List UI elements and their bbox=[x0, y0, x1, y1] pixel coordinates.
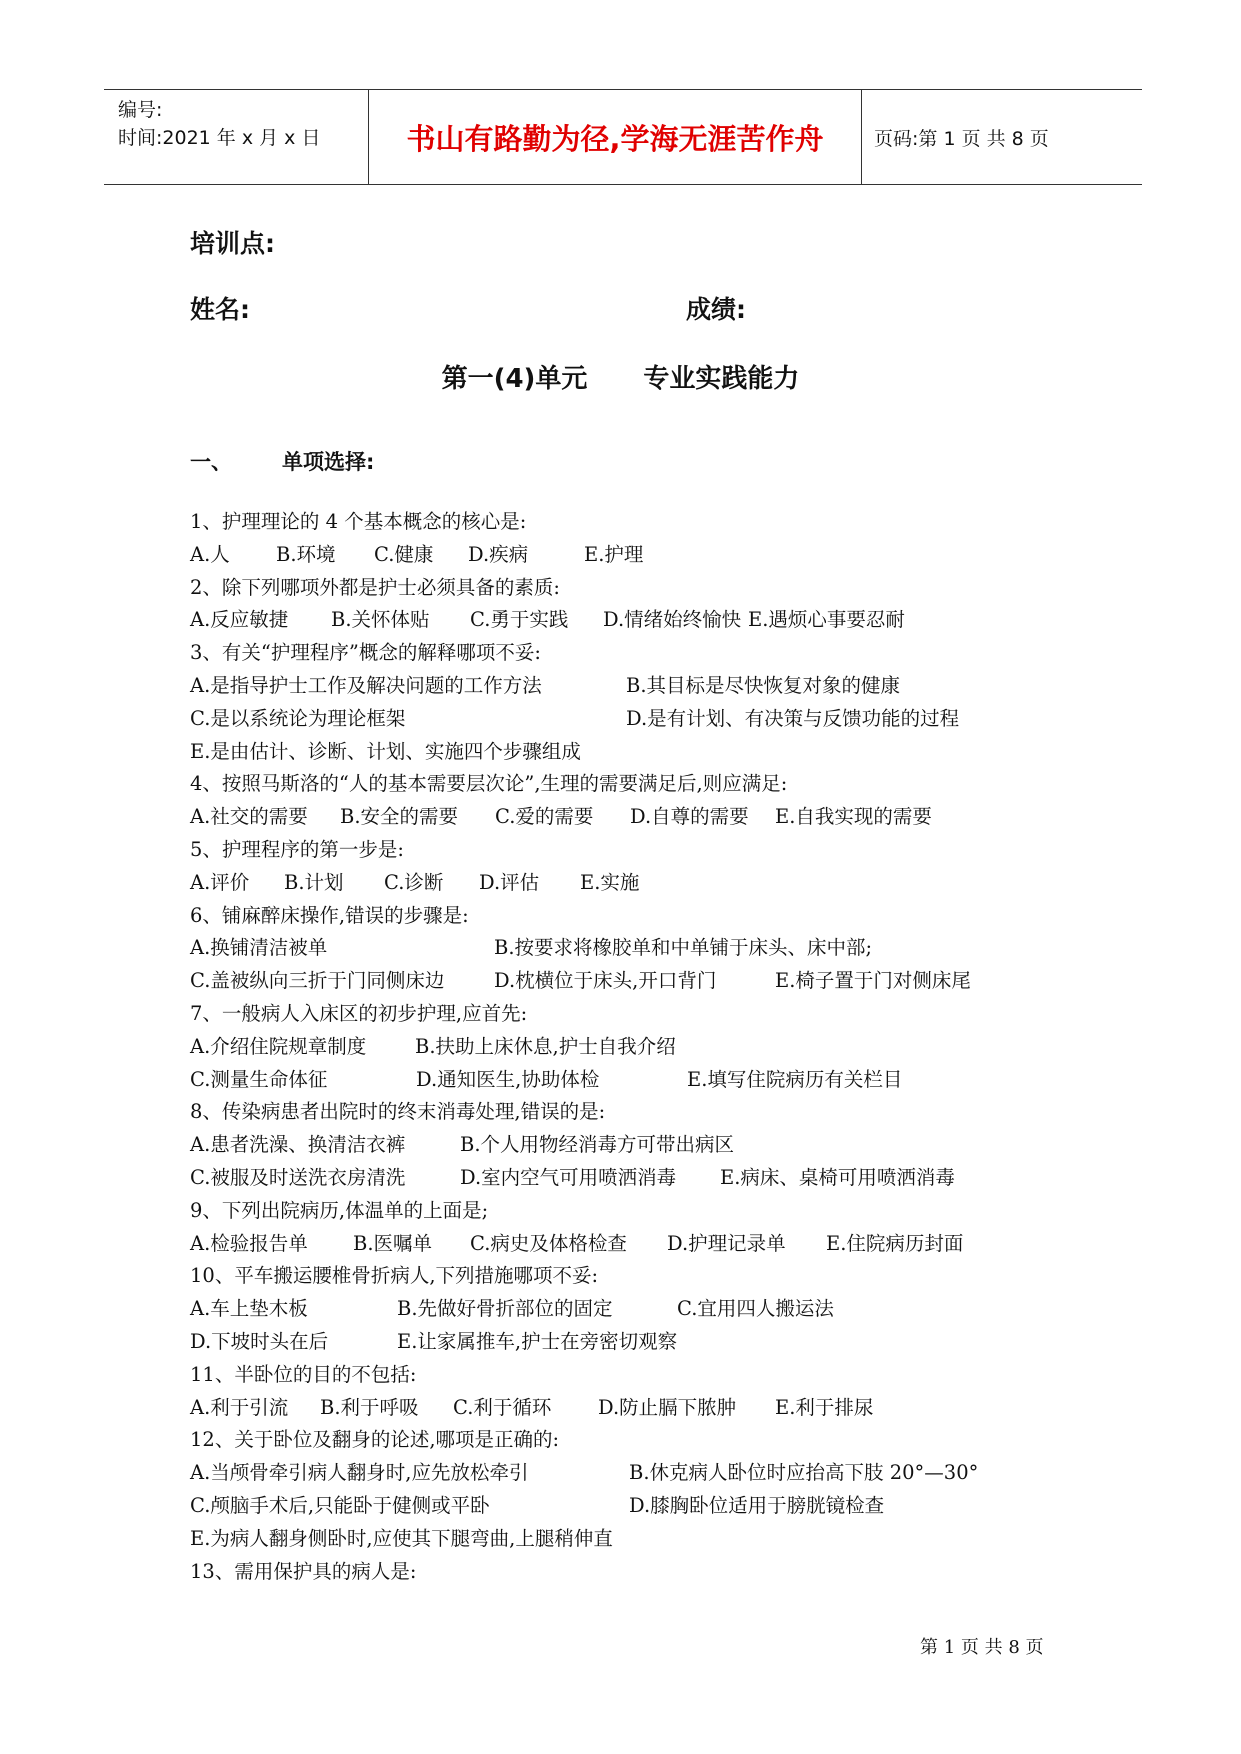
answer-option: C.颅脑手术后,只能卧于健侧或平卧 bbox=[190, 1493, 490, 1517]
option-row bbox=[190, 1293, 1090, 1326]
answer-option: A.当颅骨牵引病人翻身时,应先放松牵引 bbox=[190, 1461, 529, 1485]
answer-option: C.爱的需要 bbox=[495, 805, 594, 829]
option-row bbox=[190, 1064, 1090, 1097]
answer-option: A.评价 bbox=[190, 870, 250, 894]
subject-title: 专业实践能力 bbox=[643, 364, 800, 394]
motto: 书山有路勤为径,学海无涯苦作舟 bbox=[369, 90, 862, 184]
question-text: 3、有关“护理程序”概念的解释哪项不妥: bbox=[190, 641, 541, 665]
answer-option: B.利于呼吸 bbox=[320, 1395, 419, 1419]
answer-option: C.健康 bbox=[374, 542, 434, 566]
answer-option: A.介绍住院规章制度 bbox=[190, 1034, 367, 1058]
answer-option: A.检验报告单 bbox=[190, 1231, 308, 1255]
question-text: 7、一般病人入床区的初步护理,应首先: bbox=[190, 1001, 528, 1025]
score-label: 成绩: bbox=[686, 295, 746, 324]
answer-option: C.宜用四人搬运法 bbox=[677, 1297, 834, 1321]
question-text: 13、需用保护具的病人是: bbox=[190, 1559, 417, 1583]
section-title: 单项选择: bbox=[282, 450, 375, 474]
answer-option: C.病史及体格检查 bbox=[470, 1231, 627, 1255]
answer-option: E.实施 bbox=[580, 870, 640, 894]
answer-option: B.扶助上床休息,护士自我介绍 bbox=[415, 1034, 676, 1058]
answer-option: A.人 bbox=[190, 542, 230, 566]
header-meta-cell bbox=[104, 90, 369, 184]
question-text: 4、按照马斯洛的“人的基本需要层次论”,生理的需要满足后,则应满足: bbox=[190, 772, 788, 796]
option-row bbox=[190, 1031, 1090, 1064]
answer-option: D.防止膈下脓肿 bbox=[598, 1395, 737, 1419]
answer-option: D.是有计划、有决策与反馈功能的过程 bbox=[626, 706, 960, 730]
question-text: 10、平车搬运腰椎骨折病人,下列措施哪项不妥: bbox=[190, 1264, 599, 1288]
option-row bbox=[190, 703, 1090, 736]
question-text: 12、关于卧位及翻身的论述,哪项是正确的: bbox=[190, 1428, 560, 1452]
answer-option: E.遇烦心事要忍耐 bbox=[748, 608, 905, 632]
option-row bbox=[190, 604, 1090, 637]
answer-option: C.利于循环 bbox=[453, 1395, 552, 1419]
answer-option: D.评估 bbox=[479, 870, 540, 894]
answer-option: D.枕横位于床头,开口背门 bbox=[494, 969, 717, 993]
question-text: 8、传染病患者出院时的终末消毒处理,错误的是: bbox=[190, 1100, 606, 1124]
section-number: 一、 bbox=[190, 450, 232, 474]
answer-option: C.勇于实践 bbox=[470, 608, 569, 632]
question-text: 1、护理理论的 4 个基本概念的核心是: bbox=[190, 510, 527, 533]
answer-option: B.按要求将橡胶单和中单铺于床头、床中部; bbox=[494, 936, 873, 960]
question-text: 2、除下列哪项外都是护士必须具备的素质: bbox=[190, 575, 560, 599]
option-row bbox=[190, 1228, 1090, 1261]
option-row bbox=[190, 1392, 1090, 1425]
answer-option: E.让家属推车,护士在旁密切观察 bbox=[397, 1329, 678, 1353]
answer-option: D.自尊的需要 bbox=[630, 805, 749, 829]
answer-option: E.椅子置于门对侧床尾 bbox=[775, 969, 971, 993]
answer-option: D.情绪始终愉快 bbox=[603, 608, 742, 632]
option-row bbox=[190, 1490, 1090, 1523]
answer-option: C.盖被纵向三折于门同侧床边 bbox=[190, 969, 445, 993]
page-footer: 第 1 页 共 8 页 bbox=[920, 1637, 1044, 1658]
option-row bbox=[190, 736, 1090, 769]
option-row bbox=[190, 539, 1090, 572]
answer-option: E.为病人翻身侧卧时,应使其下腿弯曲,上腿稍伸直 bbox=[190, 1526, 613, 1550]
answer-option: E.利于排尿 bbox=[775, 1395, 874, 1419]
answer-option: C.被服及时送洗衣房清洗 bbox=[190, 1165, 406, 1189]
option-row bbox=[190, 1129, 1090, 1162]
section-heading bbox=[190, 446, 374, 476]
answer-option: A.利于引流 bbox=[190, 1395, 289, 1419]
answer-option: B.环境 bbox=[276, 542, 336, 566]
time-label: 时间:2021 年 x 月 x 日 bbox=[118, 127, 321, 149]
answer-option: B.休克病人卧位时应抬高下肢 20°—30° bbox=[629, 1461, 979, 1485]
question-text: 11、半卧位的目的不包括: bbox=[190, 1362, 417, 1386]
answer-option: D.室内空气可用喷洒消毒 bbox=[460, 1165, 677, 1189]
training-point-label: 培训点: bbox=[190, 229, 275, 258]
answer-option: C.测量生命体征 bbox=[190, 1067, 328, 1091]
answer-option: B.医嘱单 bbox=[353, 1231, 433, 1255]
option-row bbox=[190, 1457, 1090, 1490]
number-label: 编号: bbox=[118, 99, 163, 121]
answer-option: C.是以系统论为理论框架 bbox=[190, 706, 406, 730]
answer-option: B.先做好骨折部位的固定 bbox=[397, 1297, 613, 1321]
answer-option: D.膝胸卧位适用于膀胱镜检查 bbox=[629, 1493, 885, 1517]
unit-title: 第一(4)单元 bbox=[441, 364, 588, 394]
answer-option: B.个人用物经消毒方可带出病区 bbox=[460, 1133, 735, 1157]
answer-option: E.自我实现的需要 bbox=[775, 805, 932, 829]
answer-option: E.护理 bbox=[584, 542, 644, 566]
answer-option: B.其目标是尽快恢复对象的健康 bbox=[626, 673, 901, 697]
option-row bbox=[190, 1162, 1090, 1195]
answer-option: E.住院病历封面 bbox=[826, 1231, 964, 1255]
answer-option: D.疾病 bbox=[468, 542, 529, 566]
answer-option: E.填写住院病历有关栏目 bbox=[687, 1067, 903, 1091]
answer-option: A.患者洗澡、换清洁衣裤 bbox=[190, 1133, 406, 1157]
answer-option: A.社交的需要 bbox=[190, 805, 308, 829]
option-row bbox=[190, 670, 1090, 703]
answer-option: D.通知医生,协助体检 bbox=[416, 1067, 600, 1091]
document-header bbox=[104, 89, 1142, 185]
option-row bbox=[190, 867, 1090, 900]
option-row bbox=[190, 1523, 1090, 1556]
question-text: 5、护理程序的第一步是: bbox=[190, 837, 404, 861]
answer-option: B.计划 bbox=[284, 870, 344, 894]
answer-option: D.下坡时头在后 bbox=[190, 1329, 329, 1353]
answer-option: C.诊断 bbox=[384, 870, 444, 894]
option-row bbox=[190, 965, 1090, 998]
name-label: 姓名: bbox=[190, 295, 250, 324]
page-title bbox=[0, 358, 1241, 395]
answer-option: A.换铺清洁被单 bbox=[190, 936, 328, 960]
question-text: 9、下列出院病历,体温单的上面是; bbox=[190, 1198, 489, 1222]
answer-option: E.是由估计、诊断、计划、实施四个步骤组成 bbox=[190, 739, 581, 763]
answer-option: E.病床、桌椅可用喷洒消毒 bbox=[720, 1165, 955, 1189]
answer-option: A.是指导护士工作及解决问题的工作方法 bbox=[190, 673, 542, 697]
question-list bbox=[190, 506, 1090, 1588]
option-row bbox=[190, 801, 1090, 834]
option-row bbox=[190, 932, 1090, 965]
page-info: 页码:第 1 页 共 8 页 bbox=[874, 127, 1049, 150]
answer-option: A.反应敏捷 bbox=[190, 608, 289, 632]
answer-option: D.护理记录单 bbox=[667, 1231, 786, 1255]
answer-option: A.车上垫木板 bbox=[190, 1297, 308, 1321]
question-text: 6、铺麻醉床操作,错误的步骤是: bbox=[190, 903, 469, 927]
option-row bbox=[190, 1326, 1090, 1359]
answer-option: B.安全的需要 bbox=[340, 805, 459, 829]
answer-option: B.关怀体贴 bbox=[331, 608, 430, 632]
